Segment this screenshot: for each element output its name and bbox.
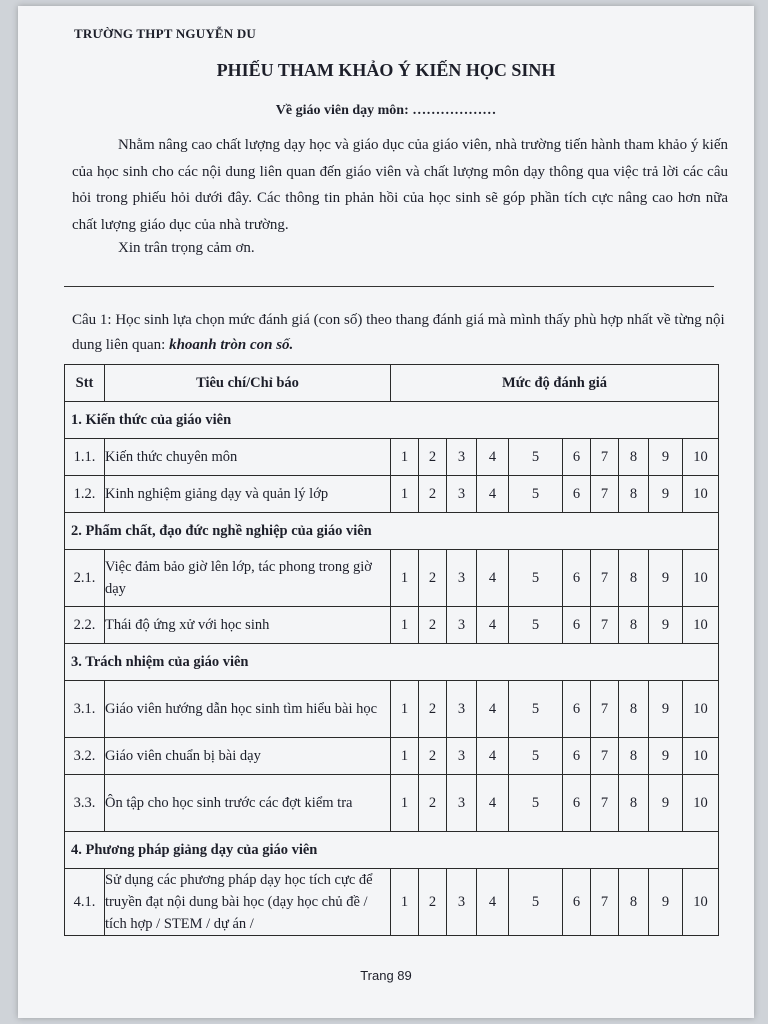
criterion-text: Thái độ ứng xử với học sinh: [105, 607, 391, 644]
rating-option[interactable]: 6: [563, 869, 591, 936]
row-number: 2.2.: [65, 607, 105, 644]
rating-table: [64, 364, 719, 936]
row-number: 1.2.: [65, 476, 105, 513]
rating-option[interactable]: 5: [509, 869, 563, 936]
criterion-text: Ôn tập cho học sinh trước các đợt kiểm tra: [105, 775, 391, 832]
form-title: PHIẾU THAM KHẢO Ý KIẾN HỌC SINH: [216, 60, 556, 80]
rating-option[interactable]: 10: [683, 775, 719, 832]
rating-option[interactable]: 6: [563, 775, 591, 832]
header-rating: Mức độ đánh giá: [391, 365, 719, 402]
rating-option[interactable]: 1: [391, 738, 419, 775]
rating-option[interactable]: 4: [477, 439, 509, 476]
rating-option[interactable]: 3: [447, 775, 477, 832]
rating-option[interactable]: 2: [419, 607, 447, 644]
rating-option[interactable]: 2: [419, 476, 447, 513]
rating-option[interactable]: 7: [591, 738, 619, 775]
rating-option[interactable]: 10: [683, 607, 719, 644]
rating-option[interactable]: 3: [447, 681, 477, 738]
question-1-text: Câu 1: Học sinh lựa chọn mức đánh giá (con số) theo thang đánh giá mà mình thấy phù hợp nhất về từng nội dung liên quan:: [72, 312, 725, 353]
row-number: 1.1.: [65, 439, 105, 476]
subject-line: Về giáo viên dạy môn: ………………: [275, 103, 497, 118]
rating-option[interactable]: 4: [477, 738, 509, 775]
section-title: 2. Phẩm chất, đạo đức nghề nghiệp của giáo viên: [65, 513, 719, 550]
rating-option[interactable]: 4: [477, 869, 509, 936]
rating-option[interactable]: 10: [683, 681, 719, 738]
rating-option[interactable]: 2: [419, 738, 447, 775]
row-number: 3.1.: [65, 681, 105, 738]
table-row: [65, 476, 719, 513]
rating-option[interactable]: 4: [477, 476, 509, 513]
rating-option[interactable]: 2: [419, 681, 447, 738]
rating-option[interactable]: 9: [649, 607, 683, 644]
rating-option[interactable]: 8: [619, 439, 649, 476]
table-row: [65, 439, 719, 476]
rating-option[interactable]: 2: [419, 869, 447, 936]
table-row: [65, 775, 719, 832]
rating-option[interactable]: 1: [391, 439, 419, 476]
rating-option[interactable]: 10: [683, 439, 719, 476]
rating-option[interactable]: 2: [419, 775, 447, 832]
rating-option[interactable]: 8: [619, 607, 649, 644]
rating-option[interactable]: 8: [619, 681, 649, 738]
rating-option[interactable]: 5: [509, 607, 563, 644]
rating-option[interactable]: 6: [563, 681, 591, 738]
document-page: [18, 6, 754, 1018]
rating-option[interactable]: 5: [509, 550, 563, 607]
rating-option[interactable]: 6: [563, 476, 591, 513]
header-criteria: Tiêu chí/Chỉ báo: [105, 365, 391, 402]
rating-option[interactable]: 1: [391, 681, 419, 738]
criterion-text: Giáo viên hướng dẫn học sinh tìm hiểu bài học: [105, 681, 391, 738]
rating-option[interactable]: 9: [649, 738, 683, 775]
rating-option[interactable]: 2: [419, 439, 447, 476]
rating-option[interactable]: 4: [477, 681, 509, 738]
rating-option[interactable]: 3: [447, 476, 477, 513]
rating-option[interactable]: 10: [683, 476, 719, 513]
section-title: 1. Kiến thức của giáo viên: [65, 402, 719, 439]
rating-option[interactable]: 4: [477, 550, 509, 607]
rating-option[interactable]: 7: [591, 476, 619, 513]
rating-option[interactable]: 7: [591, 681, 619, 738]
table-row: [65, 869, 719, 936]
rating-option[interactable]: 5: [509, 738, 563, 775]
rating-option[interactable]: 6: [563, 439, 591, 476]
rating-option[interactable]: 9: [649, 775, 683, 832]
rating-option[interactable]: 6: [563, 550, 591, 607]
school-name: TRƯỜNG THPT NGUYỄN DU: [74, 26, 257, 41]
rating-option[interactable]: 8: [619, 550, 649, 607]
section-row: [65, 832, 719, 869]
criterion-text: Sử dụng các phương pháp dạy học tích cực để truyền đạt nội dung bài học (dạy học chủ đề / tích hợp / STEM / dự án /: [105, 869, 391, 936]
section-row: [65, 644, 719, 681]
rating-option[interactable]: 1: [391, 869, 419, 936]
rating-option[interactable]: 1: [391, 775, 419, 832]
rating-option[interactable]: 5: [509, 476, 563, 513]
rating-option[interactable]: 3: [447, 550, 477, 607]
rating-option[interactable]: 10: [683, 550, 719, 607]
rating-option[interactable]: 5: [509, 681, 563, 738]
thanks-line: Xin trân trọng cảm ơn.: [118, 240, 255, 256]
intro-text: [72, 132, 728, 238]
rating-option[interactable]: 4: [477, 607, 509, 644]
rating-option[interactable]: 7: [591, 550, 619, 607]
row-number: 3.2.: [65, 738, 105, 775]
rating-option[interactable]: 3: [447, 738, 477, 775]
section-title: 3. Trách nhiệm của giáo viên: [65, 644, 719, 681]
rating-option[interactable]: 7: [591, 439, 619, 476]
rating-option[interactable]: 10: [683, 738, 719, 775]
rating-option[interactable]: 10: [683, 869, 719, 936]
criterion-text: Kiến thức chuyên môn: [105, 439, 391, 476]
rating-option[interactable]: 3: [447, 607, 477, 644]
page-number: Trang 89: [360, 968, 412, 983]
divider: [64, 286, 714, 287]
rating-option[interactable]: 8: [619, 775, 649, 832]
rating-option[interactable]: 8: [619, 476, 649, 513]
table-row: [65, 550, 719, 607]
row-number: 4.1.: [65, 869, 105, 936]
section-row: [65, 402, 719, 439]
rating-option[interactable]: 9: [649, 869, 683, 936]
rating-option[interactable]: 1: [391, 476, 419, 513]
rating-option[interactable]: 7: [591, 869, 619, 936]
table-row: [65, 681, 719, 738]
rating-option[interactable]: 3: [447, 439, 477, 476]
rating-option[interactable]: 9: [649, 681, 683, 738]
row-number: 2.1.: [65, 550, 105, 607]
rating-option[interactable]: 9: [649, 550, 683, 607]
rating-option[interactable]: 6: [563, 607, 591, 644]
table-row: [65, 738, 719, 775]
section-row: [65, 513, 719, 550]
row-number: 3.3.: [65, 775, 105, 832]
section-title: 4. Phương pháp giảng dạy của giáo viên: [65, 832, 719, 869]
rating-option[interactable]: 6: [563, 738, 591, 775]
table-row: [65, 607, 719, 644]
rating-option[interactable]: 7: [591, 607, 619, 644]
question-1: [72, 308, 732, 358]
rating-option[interactable]: 9: [649, 476, 683, 513]
intro-paragraph: Nhằm nâng cao chất lượng dạy học và giáo dục của giáo viên, nhà trường tiến hành tham khảo ý kiến của học sinh cho các nội dung liên quan đến giáo viên và chất lượng môn dạy thông qua việc trả lời các câu hỏi trong phiếu hỏi dưới đây. Các thông tin phản hồi của học sinh sẽ góp phần tích cực nâng cao hơn nữa chất lượng giáo dục của nhà trường.: [72, 137, 728, 233]
criterion-text: Giáo viên chuẩn bị bài dạy: [105, 738, 391, 775]
table-header-row: [65, 365, 719, 402]
rating-option[interactable]: 2: [419, 550, 447, 607]
rating-option[interactable]: 5: [509, 775, 563, 832]
rating-option[interactable]: 7: [591, 775, 619, 832]
question-1-emphasis: khoanh tròn con số.: [169, 337, 294, 353]
criterion-text: Việc đảm bảo giờ lên lớp, tác phong trong giờ dạy: [105, 550, 391, 607]
rating-option[interactable]: 4: [477, 775, 509, 832]
rating-option[interactable]: 8: [619, 738, 649, 775]
header-stt: Stt: [65, 365, 105, 402]
rating-body: [65, 402, 719, 936]
rating-option[interactable]: 3: [447, 869, 477, 936]
rating-option[interactable]: 1: [391, 607, 419, 644]
rating-option[interactable]: 9: [649, 439, 683, 476]
criterion-text: Kinh nghiệm giảng dạy và quản lý lớp: [105, 476, 391, 513]
rating-option[interactable]: 8: [619, 869, 649, 936]
rating-option[interactable]: 5: [509, 439, 563, 476]
rating-option[interactable]: 1: [391, 550, 419, 607]
